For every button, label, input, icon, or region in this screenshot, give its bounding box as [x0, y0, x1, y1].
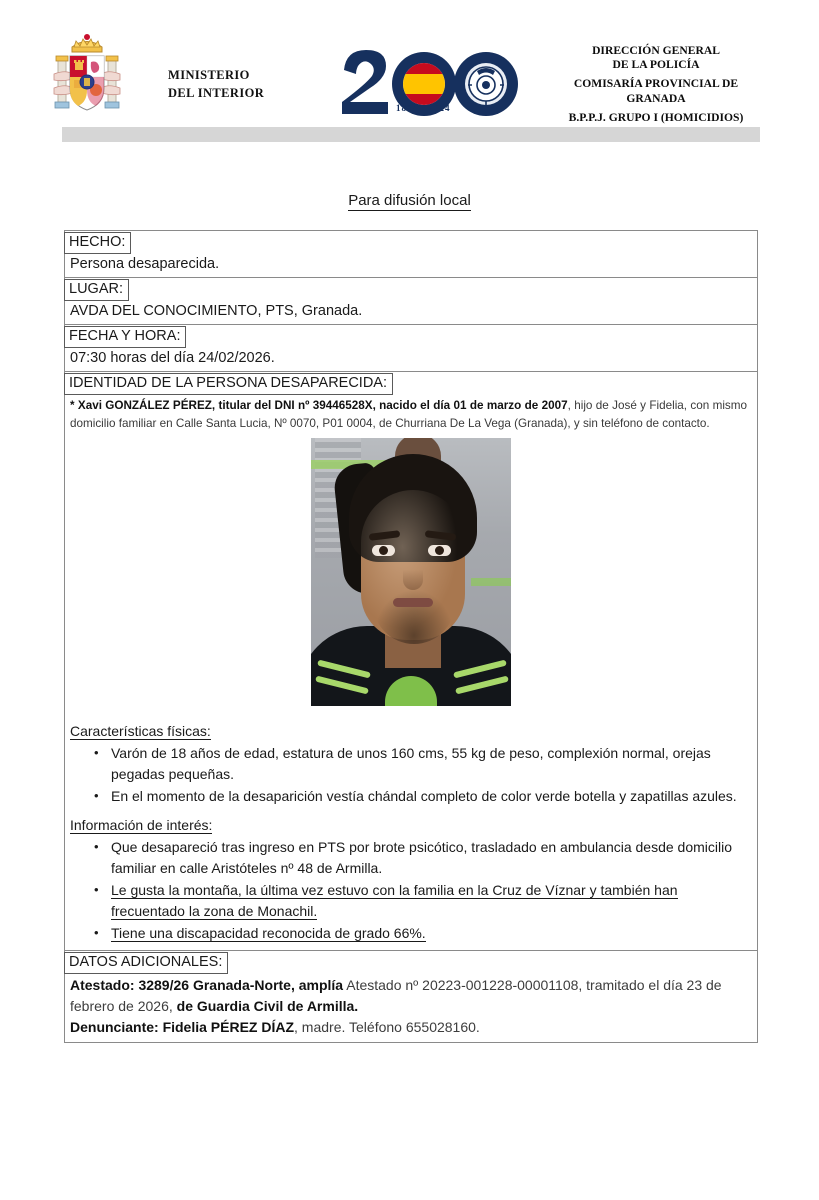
dgp-header-text: [530, 44, 782, 125]
list-item: • En el momento de la desaparición vestía chándal completo de color verde botella y zapatillas azules.: [111, 786, 757, 807]
denunciante-bold: Denunciante: Fidelia PÉREZ DÍAZ: [70, 1019, 295, 1035]
identidad-rest-text: , hijo de José y Fidelia, con mismo domicilio familiar en Calle Santa Lucia, Nº 0070, P01 0004, de Churriana De La Vega (Granada), y sin teléfono de contacto.: [70, 399, 748, 430]
fecha-hora-label: FECHA Y HORA:: [64, 326, 186, 348]
lugar-value: AVDA DEL CONOCIMIENTO, PTS, Granada.: [70, 303, 363, 319]
dgp-line-1: DIRECCIÓN GENERAL: [592, 44, 720, 57]
spanish-coat-of-arms-icon: [52, 30, 122, 120]
table-row-hecho: [65, 231, 757, 278]
dgp-line-2: DE LA POLICÍA: [612, 58, 700, 72]
fecha-hora-value: 07:30 horas del día 24/02/2026.: [70, 350, 275, 366]
hecho-label: HECHO:: [64, 232, 131, 254]
missing-person-photo: [311, 438, 511, 706]
lugar-label: LUGAR:: [64, 279, 129, 301]
table-row-fecha-hora: [65, 325, 757, 372]
page-title-text: Para difusión local: [348, 192, 471, 209]
atestado-bold-1: Atestado: 3289/26 Granada-Norte, amplía: [70, 977, 344, 993]
missing-person-photo-container: [65, 434, 757, 719]
dgp-line-5: B.P.P.J. GRUPO I (HOMICIDIOS): [568, 110, 744, 124]
list-item: • Le gusta la montaña, la última vez estuvo con la familia en la Cruz de Víznar y también han frecuentado la zona de Monachil.: [111, 880, 757, 922]
missing-person-info-table: [64, 230, 758, 1043]
caracteristicas-heading-text: Características físicas:: [70, 723, 211, 739]
datos-adicionales-label: DATOS ADICIONALES:: [64, 952, 228, 974]
hecho-value: Persona desaparecida.: [70, 256, 220, 272]
identidad-paragraph: [65, 395, 757, 434]
list-item: • Que desapareció tras ingreso en PTS por brote psicótico, trasladado en ambulancia desde domicilio familiar en calle Aristóteles nº 48 de Armilla.: [111, 837, 757, 879]
header-separator-bar: [62, 127, 760, 142]
informacion-list: [65, 837, 757, 944]
list-item: • Varón de 18 años de edad, estatura de unos 160 cms, 55 kg de peso, complexión normal, orejas pegadas pequeñas.: [111, 743, 757, 785]
informacion-heading-text: Información de interés:: [70, 817, 213, 833]
identidad-bold-text: * Xavi GONZÁLEZ PÉREZ, titular del DNI nº 39446528X, nacido el día 01 de marzo de 2007: [70, 399, 568, 412]
table-row-identidad: [65, 372, 757, 951]
list-item: • Tiene una discapacidad reconocida de grado 66%.: [111, 923, 757, 944]
svg-text:1824 · 2024: 1824 · 2024: [396, 103, 451, 113]
caracteristicas-list: [65, 743, 757, 807]
caracteristicas-heading: [65, 719, 757, 742]
dgp-line-4: GRANADA: [626, 91, 686, 105]
ministry-line-2: DEL INTERIOR: [168, 86, 265, 100]
atestado-regular: Atestado nº 20223-001228-00001108, tramitado el día 23 de febrero de 2026,: [70, 977, 722, 1014]
identidad-label: IDENTIDAD DE LA PERSONA DESAPARECIDA:: [64, 373, 393, 395]
denunciante-regular: , madre. Teléfono 655028160.: [294, 1019, 480, 1035]
police-200-anniversary-logo-icon: [336, 44, 526, 122]
page-title: [0, 192, 819, 209]
dgp-line-3: COMISARÍA PROVINCIAL DE: [573, 77, 739, 91]
informacion-heading: [65, 813, 757, 836]
document-header: [0, 18, 819, 124]
denunciante-line: [65, 1017, 757, 1038]
atestado-bold-2: de Guardia Civil de Armilla.: [172, 998, 359, 1014]
atestado-line: [65, 975, 757, 1017]
ministry-line-1: MINISTERIO: [168, 68, 250, 82]
table-row-lugar: [65, 278, 757, 325]
table-row-datos-adicionales: [65, 951, 757, 1043]
ministry-title: [168, 66, 264, 102]
